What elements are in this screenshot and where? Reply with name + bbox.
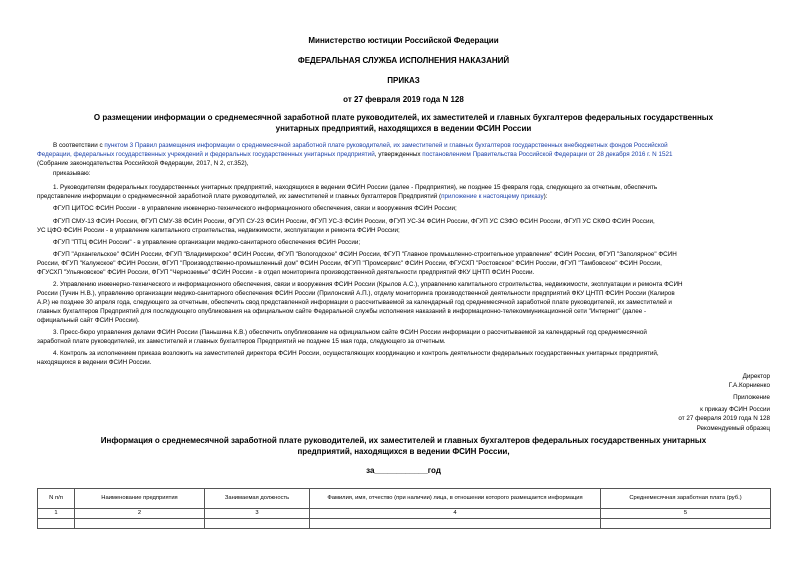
salary-table	[37, 488, 771, 529]
signature-position: Директор	[742, 373, 770, 380]
header-cell-number: N п/п	[38, 489, 75, 509]
appendix-ref1: к приказу ФСИН России	[700, 406, 770, 413]
intro-line2	[37, 151, 770, 160]
empty-cell[interactable]	[38, 519, 75, 529]
table-number-row	[38, 509, 771, 519]
p1-text: представление информации о среднемесячной заработной плате руководителей, их заместителей и главных бухгалтеров Предприятий (	[37, 193, 442, 200]
p2-line2: России (Тучин Н.В.), управлению организации медико-санитарного обеспечения ФСИН России (Прилонский А.П.), отделу мониторинга производственной деятельности предприятий ФКУ ЦНТП ФСИН России (Калиров	[37, 290, 675, 297]
p1-line2	[37, 193, 770, 202]
number-cell: 2	[75, 509, 205, 519]
header-cell-fullname: Фамилия, имя, отчество (при наличии) лица, в отношении которого размещается информация	[310, 489, 601, 509]
p3-line1: 3. Пресс-бюро управления делами ФСИН России (Паньшина К.В.) обеспечить опубликование на официальном сайте ФСИН России информации о рассчитываемой за календарный год среднемесячной	[53, 329, 647, 336]
appendix-label: Приложение	[733, 394, 770, 401]
p1-text-end: ):	[543, 193, 548, 200]
order-word: приказываю:	[53, 170, 91, 177]
p1-list4a: ФГУП "Архангельское" ФСИН России, ФГУП "Владимирское" ФСИН России, ФГУП "Вологодское" ФСИН России, ФГУП "Главное промышленно-строительное управление" ФСИН России, ФГУП "Заполярное" ФСИН	[53, 251, 677, 258]
appendix-ref2: от 27 февраля 2019 года N 128	[678, 415, 770, 422]
p1-list1: ФГУП ЦИТОС ФСИН России - в управление инженерно-технического информационного обеспечения, связи и вооружения ФСИН России;	[53, 205, 457, 212]
empty-cell[interactable]	[601, 519, 771, 529]
header-cell-enterprise: Наименование предприятия	[75, 489, 205, 509]
empty-cell[interactable]	[205, 519, 310, 529]
empty-cell[interactable]	[310, 519, 601, 529]
rules-link[interactable]: пунктом 3 Правил размещения информации о среднемесячной заработной плате руководителей, их заместителей и главных бухгалтеров государственных внебюджетных фондов Российской	[104, 142, 668, 149]
appendix-year-line: за____________год	[366, 466, 441, 475]
intro-line3: (Собрание законодательства Российской Федерации, 2017, N 2, ст.352),	[37, 160, 249, 167]
signature-name: Г.А.Корниенко	[728, 382, 770, 389]
p2-line5: официальный сайт ФСИН России).	[37, 317, 140, 324]
number-cell: 4	[310, 509, 601, 519]
decree-link[interactable]: постановлением Правительства Российской Федерации от 28 декабря 2016 г. N 1521	[422, 151, 673, 158]
table-empty-row	[38, 519, 771, 529]
p4-line2: находящихся в ведении ФСИН России.	[37, 359, 152, 366]
p2-line3: А.Р.) не позднее 30 апреля года, следующего за отчетным, обеспечить свод представленной информации о рассчитываемой за календарный год среднемесячной заработной плате руководителей, их заместителей и	[37, 299, 672, 306]
doc-type: ПРИКАЗ	[387, 76, 420, 85]
doc-title-line2: унитарных предприятий, находящихся в ведении ФСИН России	[275, 124, 532, 133]
p4-line1: 4. Контроль за исполнением приказа возложить на заместителей директора ФСИН России, осуществляющих координацию и контроль деятельности федеральных государственных унитарных предприятий,	[53, 350, 659, 357]
intro-text: В соответствии с	[53, 142, 105, 149]
p1-line1: 1. Руководителям федеральных государственных унитарных предприятий, находящихся в ведении ФСИН России (далее - Предприятия), не позднее 15 февраля года, следующего за отчетным, обеспечить	[53, 184, 658, 191]
appendix-title-line1: Информация о среднемесячной заработной плате руководителей, их заместителей и главных бухгалтеров федеральных государственных унитарных	[100, 436, 707, 445]
appendix-link[interactable]: приложение к настоящему приказу	[441, 193, 544, 200]
p1-list3: ФГУП "ПТЦ ФСИН России" - в управление организации медико-санитарного обеспечения ФСИН России;	[53, 239, 361, 246]
p1-list2a: ФГУП СМУ-13 ФСИН России, ФГУП СМУ-38 ФСИН России, ФГУП СУ-23 ФСИН России, ФГУП УС-3 ФСИН России, ФГУП УС-34 ФСИН России, ФГУП УС СЗФО ФСИН России, ФГУП УС СКФО ФСИН России,	[53, 218, 655, 225]
service-name: ФЕДЕРАЛЬНАЯ СЛУЖБА ИСПОЛНЕНИЯ НАКАЗАНИЙ	[297, 56, 510, 65]
number-cell: 3	[205, 509, 310, 519]
empty-cell[interactable]	[75, 519, 205, 529]
doc-title-line1: О размещении информации о среднемесячной заработной плате руководителей, их заместителей и главных бухгалтеров федеральных государственных	[93, 113, 714, 122]
p1-list4c: ФГУСХП "Ульяновское" ФСИН России, ФГУП "Черноземье" ФСИН России - в отдел мониторинга производственной деятельности предприятий ФКУ ЦНТП ФСИН России.	[37, 269, 535, 276]
appendix-sample: Рекомендуемый образец	[696, 425, 770, 432]
header-cell-position: Занимаемая должность	[205, 489, 310, 509]
p1-list4b: России, ФГУП "Калужское" ФСИН России, ФГУП "Производственно-промышленный дом" ФСИН России, ФГУП "Промсервис" ФСИН России, ФГУСХП "Ростовское" ФСИН России, ФГУП "Тамбовское" ФСИН России,	[37, 260, 662, 267]
header-cell-salary: Среднемесячная заработная плата (руб.)	[601, 489, 771, 509]
number-cell: 1	[38, 509, 75, 519]
rules-link-cont[interactable]: Федерации, федеральных государственных учреждений и федеральных государственных унитарных предприятий	[37, 151, 375, 158]
ministry-name: Министерство юстиции Российской Федерации	[308, 36, 499, 45]
p1-list2b: УС ЦФО ФСИН России - в управление капитального строительства, недвижимости, эксплуатации и ремонта ФСИН России;	[37, 227, 400, 234]
number-cell: 5	[601, 509, 771, 519]
intro-text-b: , утвержденных	[374, 151, 423, 158]
p2-line1: 2. Управлению инженерно-технического и информационного обеспечения, связи и вооружения ФСИН России (Крылов А.С.), управлению капитального строительства, недвижимости, эксплуатации и ремонта ФСИН	[53, 281, 683, 288]
p3-line2: заработной плате руководителей, их заместителей и главных бухгалтеров Предприятий не позднее 15 мая года, следующего за отчетным.	[37, 338, 446, 345]
table-header-row	[38, 489, 771, 509]
doc-date: от 27 февраля 2019 года N 128	[343, 95, 464, 104]
p2-line4: главных бухгалтеров Предприятий для последующего опубликования на официальном сайте Федеральной службы исполнения наказаний в информационно-телекоммуникационной сети "Интернет" (далее -	[37, 308, 647, 315]
intro-line1	[37, 142, 770, 151]
appendix-title-line2: предприятий, находящихся в ведении ФСИН России,	[297, 447, 510, 456]
